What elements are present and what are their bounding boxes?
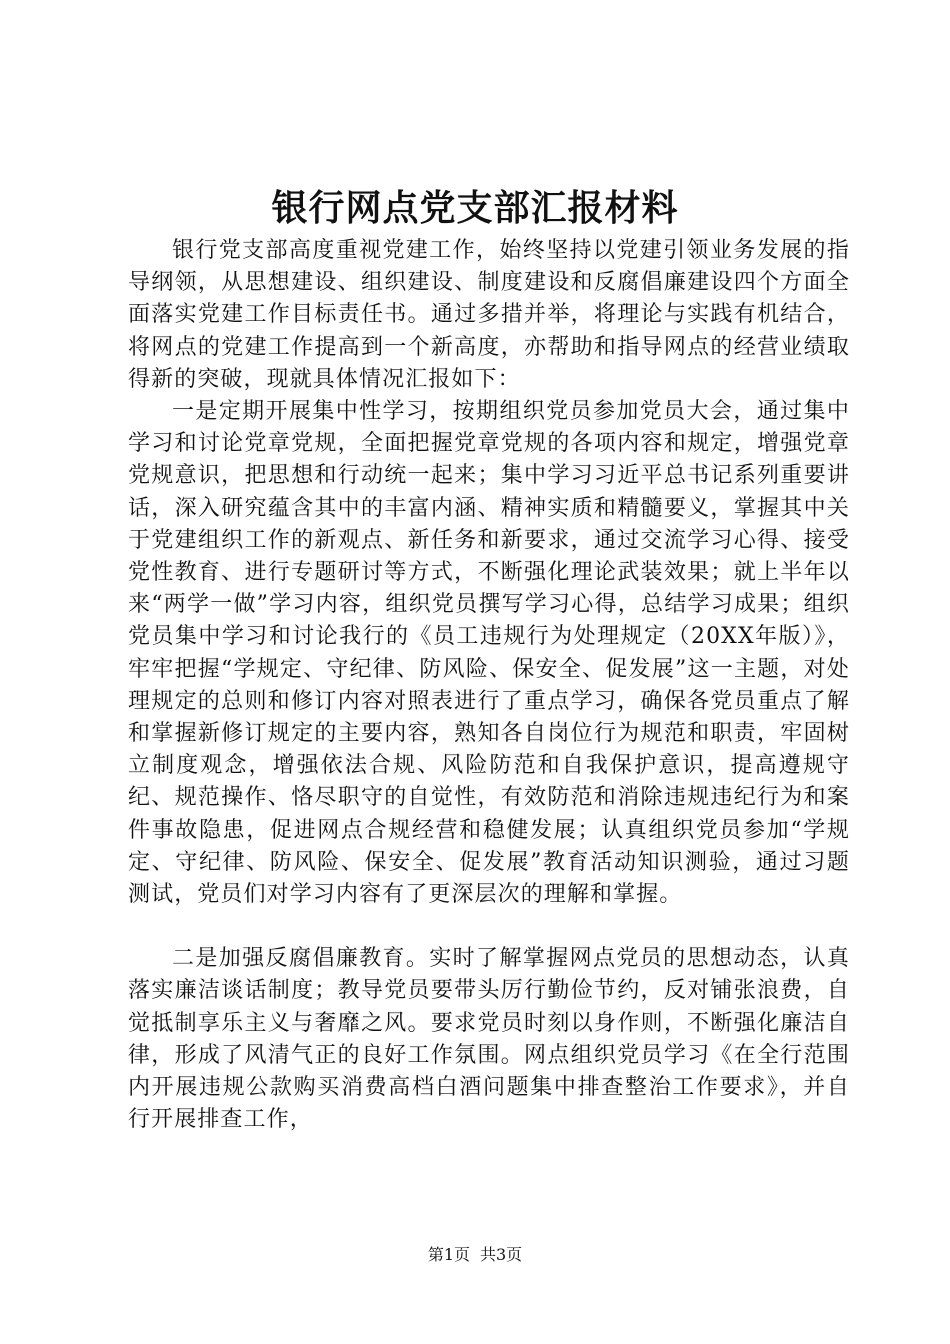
document-body	[128, 235, 850, 1136]
document-title: 银行网点党支部汇报材料	[271, 187, 679, 229]
paragraph-anticorruption: 二是加强反腐倡廉教育。实时了解掌握网点党员的思想动态，认真落实廉洁谈话制度；教导党员要带头厉行勤俭节约，反对铺张浪费，自觉抵制享乐主义与奢靡之风。要求党员时刻以身作则，不断强化廉洁自律，形成了风清气正的良好工作氛围。网点组织党员学习《在全行范围内开展违规公款购买消费高档白酒问题集中排查整治工作要求》，并自行开展排查工作，	[128, 946, 850, 1133]
paragraph-study: 一是定期开展集中性学习，按期组织党员参加党员大会，通过集中学习和讨论党章党规，全面把握党章党规的各项内容和规定，增强党章党规意识，把思想和行动统一起来；集中学习习近平总书记系列重要讲话，深入研究蕴含其中的丰富内涵、精神实质和精髓要义，掌握其中关于党建组织工作的新观点、新任务和新要求，通过交流学习心得、接受党性教育、进行专题研讨等方式，不断强化理论武装效果；就上半年以来“两学一做”学习内容，组织党员撰写学习心得，总结学习成果；组织党员集中学习和讨论我行的《员工违规行为处理规定（20XX年版）》，牢牢把握“学规定、守纪律、防风险、保安全、促发展”这一主题，对处理规定的总则和修订内容对照表进行了重点学习，确保各党员重点了解和掌握新修订规定的主要内容，熟知各自岗位行为规范和职责，牢固树立制度观念，增强依法合规、风险防范和自我保护意识，提高遵规守纪、规范操作、恪尽职守的自觉性，有效防范和消除违规违纪行为和案件事故隐患，促进网点合规经营和稳健发展；认真组织党员参加“学规定、守纪律、防风险、保安全、促发展”教育活动知识测验，通过习题测试，党员们对学习内容有了更深层次的理解和掌握。	[128, 399, 850, 908]
page-total: 共3页	[480, 1245, 523, 1264]
page-footer	[0, 1244, 950, 1266]
page-number: 第1页	[427, 1245, 470, 1264]
paragraph-intro: 银行党支部高度重视党建工作，始终坚持以党建引领业务发展的指导纲领，从思想建设、组织建设、制度建设和反腐倡廉建设四个方面全面落实党建工作目标责任书。通过多措并举，将理论与实践有机结合，将网点的党建工作提高到一个新高度，亦帮助和指导网点的经营业绩取得新的突破，现就具体情况汇报如下：	[128, 238, 850, 392]
